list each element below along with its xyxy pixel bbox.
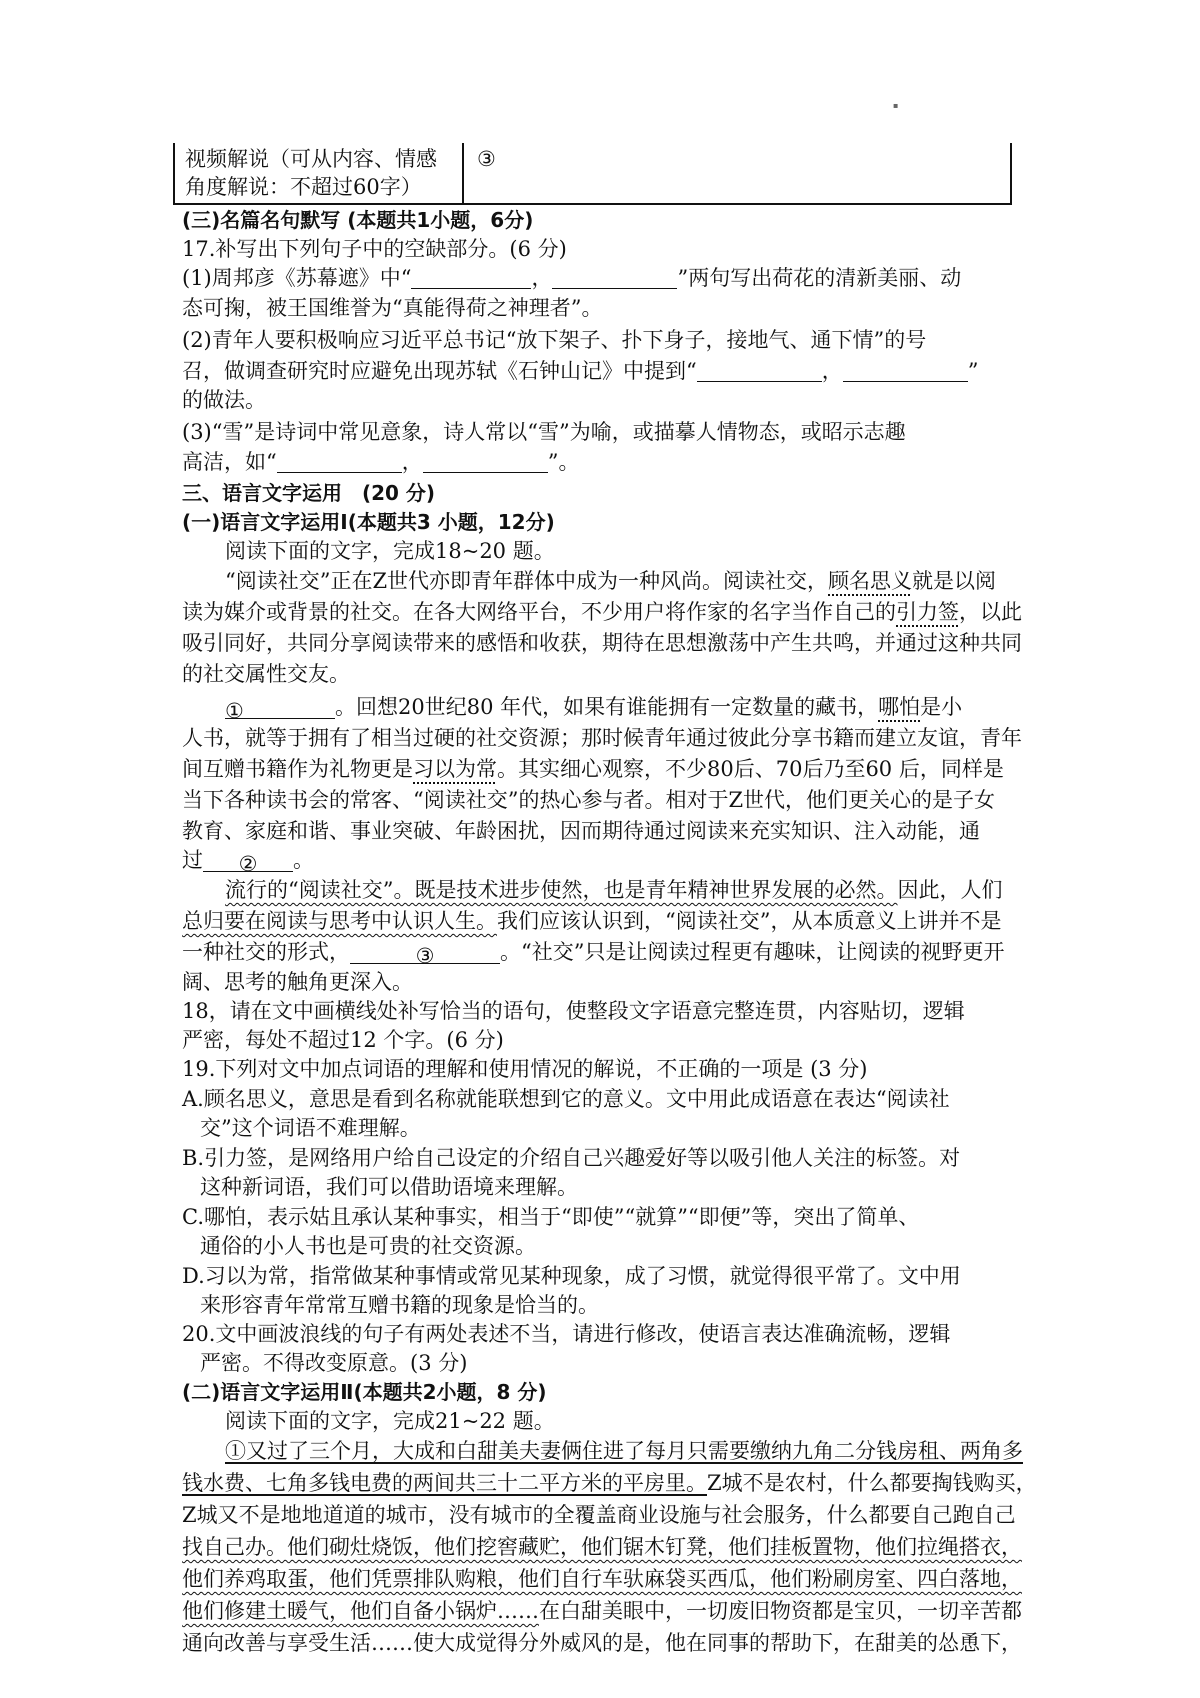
wavy-sentence: 他们修建土暖气，他们自备小锅炉…… bbox=[182, 1599, 539, 1623]
wavy-sentence: 总归要在阅读与思考中认识人生。 bbox=[182, 909, 497, 933]
section3-heading: (三)名篇名句默写 (本题共1小题，6分) bbox=[182, 208, 534, 232]
para3-line2 bbox=[182, 906, 1032, 936]
text: 间互赠书籍作为礼物更是 bbox=[182, 757, 413, 781]
answer-blank[interactable] bbox=[552, 266, 677, 289]
wavy-sentence: 找自己办。他们砌灶烧饭，他们挖窖藏贮，他们锯木钉凳，他们挂板置物，他们拉绳搭衣， bbox=[182, 1535, 1022, 1559]
blank-2[interactable] bbox=[203, 849, 293, 876]
blank-1[interactable] bbox=[225, 696, 335, 723]
q17-stem: 17.补写出下列句子中的空缺部分。(6 分) bbox=[182, 237, 567, 261]
sub2-heading: (二)语言文字运用Ⅱ(本题共2小题，8 分) bbox=[182, 1380, 547, 1404]
q19-option-a-cont: 交”这个词语不难理解。 bbox=[200, 1116, 421, 1140]
text: 。回想20世纪80 年代，如果有谁能拥有一定数量的藏书， bbox=[335, 695, 879, 719]
para3-line3 bbox=[182, 937, 1032, 967]
answer-blank[interactable] bbox=[411, 266, 531, 289]
para4-line6 bbox=[182, 1596, 1032, 1626]
dotted-word: 哪怕 bbox=[878, 695, 921, 719]
dotted-word: 顾名思义 bbox=[828, 569, 913, 593]
part3-heading: 三、语言文字运用 (20 分) bbox=[182, 481, 436, 505]
para1-line3: 吸引同好，共同分享阅读带来的感悟和收获，期待在思想激荡中产生共鸣，并通过这种共同 bbox=[182, 631, 1022, 655]
text: (1)周邦彦《苏幕遮》中“ bbox=[182, 266, 412, 290]
para4-line5 bbox=[182, 1564, 1032, 1594]
q17-part1-line2: 态可掬，被王国维誉为“真能得荷之神理者”。 bbox=[182, 296, 603, 320]
text: 我们应该认识到，“阅读社交”，从本质意义上讲并不是 bbox=[497, 909, 1002, 933]
text: 是小 bbox=[920, 695, 963, 719]
underlined-sentence: 钱水费、七角多钱电费的两间共三十二平方米的平房里。 bbox=[182, 1471, 707, 1495]
q18-line1: 18，请在文中画横线处补写恰当的语句，使整段文字语意完整连贯，内容贴切，逻辑 bbox=[182, 999, 965, 1023]
text: 就是以阅 bbox=[912, 569, 997, 593]
text: ， bbox=[821, 359, 843, 383]
para3-line4: 阔、思考的触角更深入。 bbox=[182, 970, 413, 994]
table-left-line2: 角度解说：不超过60字） bbox=[185, 175, 422, 199]
dotted-word: 引力签 bbox=[896, 600, 959, 624]
text: ”。 bbox=[547, 450, 580, 474]
para1-line2 bbox=[182, 597, 1032, 627]
blank-marker: ② bbox=[238, 852, 258, 876]
read-instruction-1: 阅读下面的文字，完成18~20 题。 bbox=[225, 539, 555, 563]
dotted-word: 习以为常 bbox=[413, 757, 497, 781]
answer-blank[interactable] bbox=[697, 359, 822, 382]
text: ”两句写出荷花的清新美丽、动 bbox=[677, 266, 962, 290]
answer-blank[interactable] bbox=[423, 450, 548, 473]
blank-3[interactable] bbox=[350, 941, 500, 968]
q19-option-b-cont: 这种新词语，我们可以借助语境来理解。 bbox=[200, 1175, 578, 1199]
q19-option-c[interactable]: C.哪怕，表示姑且承认某种事实，相当于“即使”“就算”“即便”等，突出了简单、 bbox=[182, 1205, 920, 1229]
table-left-line1: 视频解说（可从内容、情感 bbox=[185, 147, 437, 171]
q17-part3-line1: (3)“雪”是诗词中常见意象，诗人常以“雪”为喻，或描摹人情物态，或昭示志趣 bbox=[182, 420, 906, 444]
q17-part3-line2 bbox=[182, 447, 1032, 477]
q19-stem: 19.下列对文中加点词语的理解和使用情况的解说，不正确的一项是 (3 分) bbox=[182, 1057, 868, 1081]
q20-line2: 严密。不得改变原意。(3 分) bbox=[200, 1351, 468, 1375]
q17-part2-line1: (2)青年人要积极响应习近平总书记“放下架子、扑下身子，接地气、通下情”的号 bbox=[182, 328, 927, 352]
q17-part2-line2 bbox=[182, 356, 1032, 386]
text: 在白甜美眼中，一切废旧物资都是宝贝，一切辛苦都 bbox=[539, 1599, 1022, 1623]
q20-line1: 20.文中画波浪线的句子有两处表述不当，请进行修改，使语言表达准确流畅，逻辑 bbox=[182, 1322, 951, 1346]
text: 读为媒介或背景的社交。在各大网络平台，不少用户将作家的名字当作自己的 bbox=[182, 600, 896, 624]
sub1-heading: (一)语言文字运用Ⅰ(本题共3 小题，12分) bbox=[182, 510, 555, 534]
para2-line2: 人书，就等于拥有了相当过硬的社交资源；那时候青年通过彼此分享书籍而建立友谊，青年 bbox=[182, 726, 1022, 750]
para4-line1 bbox=[225, 1436, 1075, 1466]
text: 一种社交的形式， bbox=[182, 940, 350, 964]
para4-line3: Z城又不是地地道道的城市，没有城市的全覆盖商业设施与社会服务，什么都要自己跑自己 bbox=[182, 1503, 1016, 1527]
para2-line4: 当下各种读书会的常客、“阅读社交”的热心参与者。相对于Z世代，他们更关心的是子女 bbox=[182, 788, 996, 812]
text: 。其实细心观察，不少80后、70后乃至60 后，同样是 bbox=[497, 757, 1004, 781]
wavy-sentence: 流行的“阅读社交”。既是技术进步使然，也是青年精神世界发展的必然。 bbox=[225, 878, 898, 902]
q19-option-b[interactable]: B.引力签，是网络用户给自己设定的介绍自己兴趣爱好等以吸引他人关注的标签。对 bbox=[182, 1146, 961, 1170]
text: 。“社交”只是让阅读过程更有趣味，让阅读的视野更开 bbox=[500, 940, 1005, 964]
q19-option-d[interactable]: D.习以为常，指常做某种事情或常见某种现象，成了习惯，就觉得很平常了。文中用 bbox=[182, 1264, 961, 1288]
text: ， bbox=[401, 450, 423, 474]
text: 过 bbox=[182, 848, 203, 872]
para1-line4: 的社交属性交友。 bbox=[182, 662, 350, 686]
answer-table bbox=[173, 143, 1012, 205]
text: 召，做调查研究时应避免出现苏轼《石钟山记》中提到“ bbox=[182, 359, 697, 383]
wavy-sentence: 他们养鸡取蛋，他们凭票排队购粮，他们自行车驮麻袋买西瓜，他们粉刷房室、四白落地， bbox=[182, 1567, 1022, 1591]
scan-speck: ▪ bbox=[893, 101, 899, 110]
table-divider bbox=[462, 143, 464, 203]
underlined-sentence: ①又过了三个月，大成和白甜美夫妻俩住进了每月只需要缴纳九角二分钱房租、两角多 bbox=[225, 1439, 1023, 1463]
table-left-cell bbox=[185, 145, 437, 201]
para2-line6 bbox=[182, 845, 1032, 875]
para3-line1 bbox=[225, 875, 1075, 905]
text: ，以此 bbox=[959, 600, 1022, 624]
text: ” bbox=[967, 359, 979, 383]
read-instruction-2: 阅读下面的文字，完成21~22 题。 bbox=[225, 1409, 555, 1433]
q19-option-a[interactable]: A.顾名思义，意思是看到名称就能联想到它的意义。文中用此成语意在表达“阅读社 bbox=[182, 1087, 950, 1111]
text: 因此，人们 bbox=[897, 878, 1003, 902]
text: Z城不是农村，什么都要掏钱购买， bbox=[707, 1471, 1037, 1495]
para2-line5: 教育、家庭和谐、事业突破、年龄困扰，因而期待通过阅读来充实知识、注入动能，通 bbox=[182, 819, 980, 843]
para1-line1 bbox=[225, 566, 1075, 596]
q18-line2: 严密，每处不超过12 个字。(6 分) bbox=[182, 1028, 504, 1052]
table-right-cell: ③ bbox=[477, 147, 496, 171]
para2-line3 bbox=[182, 754, 1032, 784]
text: 高洁，如“ bbox=[182, 450, 277, 474]
answer-blank[interactable] bbox=[277, 450, 402, 473]
blank-marker: ① bbox=[225, 699, 244, 723]
text: ， bbox=[531, 266, 553, 290]
q19-option-d-cont: 来形容青年常常互赠书籍的现象是恰当的。 bbox=[200, 1293, 599, 1317]
q19-option-c-cont: 通俗的小人书也是可贵的社交资源。 bbox=[200, 1234, 536, 1258]
q17-part1-line1 bbox=[182, 263, 1032, 293]
text: 。 bbox=[293, 848, 314, 872]
para4-line2 bbox=[182, 1468, 1037, 1498]
q17-part2-line3: 的做法。 bbox=[182, 388, 266, 412]
para4-line7: 通向改善与享受生活……使大成觉得分外威风的是，他在同事的帮助下，在甜美的怂恿下， bbox=[182, 1631, 1022, 1655]
blank-marker: ③ bbox=[415, 944, 435, 968]
para2-line1 bbox=[225, 692, 1075, 722]
para4-line4 bbox=[182, 1532, 1032, 1562]
answer-blank[interactable] bbox=[843, 359, 968, 382]
text: “阅读社交”正在Z世代亦即青年群体中成为一种风尚。阅读社交， bbox=[225, 569, 829, 593]
